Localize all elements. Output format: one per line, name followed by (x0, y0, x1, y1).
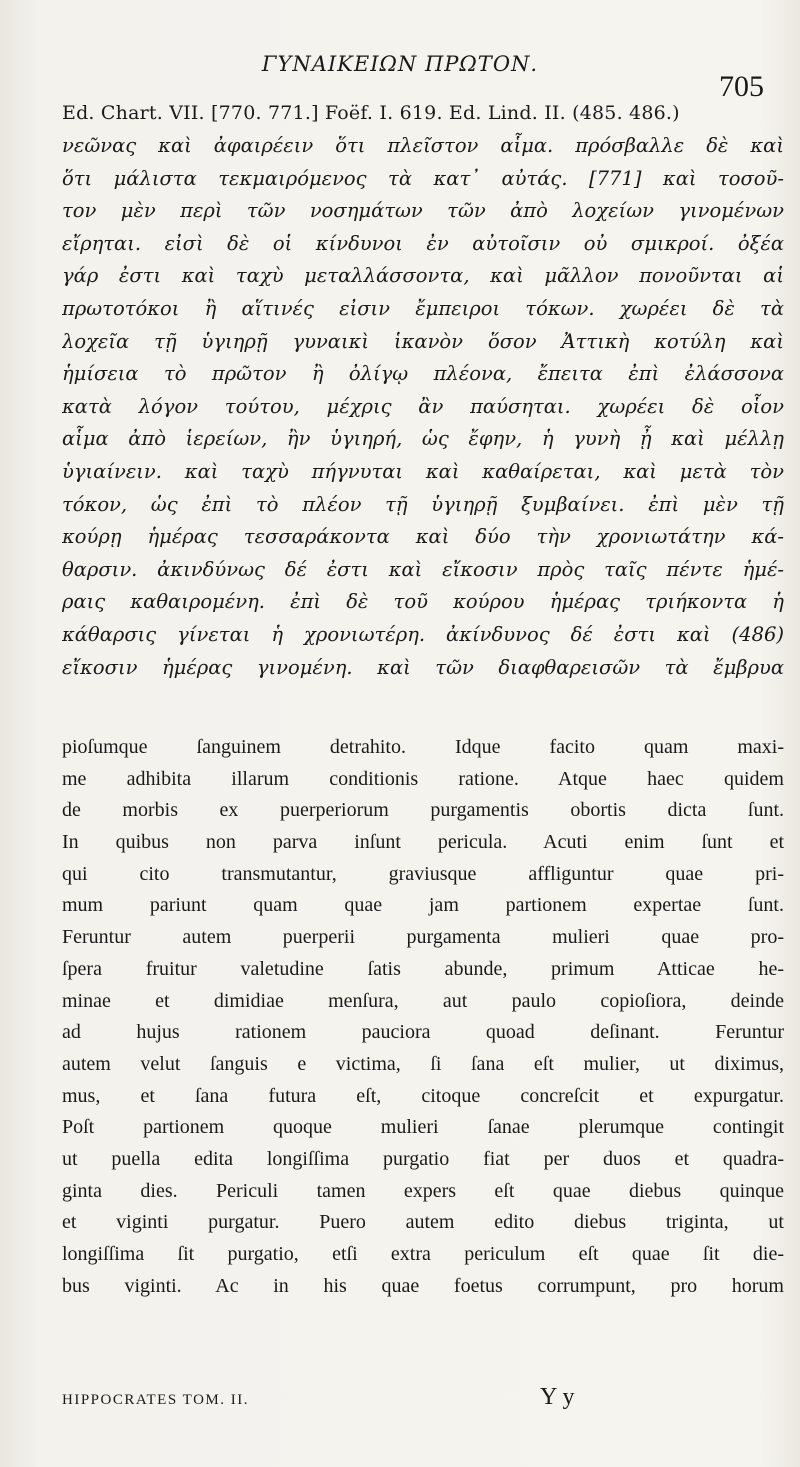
greek-text-line: κάθαρσις γίνεται ἡ χρονιωτέρη. ἀκίνδυνος δέ ἐστι καὶ (486) (62, 622, 784, 646)
greek-text-line: λοχεῖα τῇ ὑγιηρῇ γυναικὶ ἱκανὸν ὅσον Ἀττικὴ κοτύλη καὶ (62, 329, 784, 353)
footer-signature: HIPPOCRATES TOM. II. (62, 1392, 249, 1408)
footer-sheet-mark: Y y (540, 1384, 575, 1410)
latin-text-line: minae et dimidiae menſura, aut paulo copioſiora, deinde (62, 989, 784, 1012)
latin-text-line: autem velut ſanguis e victima, ſi ſana eſt mulier, ut diximus, (62, 1052, 784, 1075)
latin-text-line: Poſt partionem quoque mulieri ſanae plerumque contingit (62, 1116, 784, 1139)
greek-text-line: εἴρηται. εἰσὶ δὲ οἱ κίνδυνοι ἐν αὐτοῖσιν οὐ σμικροί. ὀξέα (62, 231, 784, 255)
greek-text-line: γάρ ἐστι καὶ ταχὺ μεταλλάσσοντα, καὶ μᾶλλον πονοῦνται αἱ (62, 264, 784, 288)
page-number: 705 (719, 70, 764, 103)
greek-text-block (62, 130, 784, 684)
edition-reference-line: Ed. Chart. VII. [770. 771.] Foëf. I. 619. Ed. Lind. II. (485. 486.) (62, 102, 680, 124)
greek-text-line: τόκον, ὡς ἐπὶ τὸ πλέον τῇ ὑγιηρῇ ξυμβαίνει. ἐπὶ μὲν τῇ (62, 492, 784, 516)
greek-text-line: ὅτι μάλιστα τεκμαιρόμενος τὰ κατ᾽ αὐτάς. [771] καὶ τοσοῦ- (62, 166, 784, 190)
greek-text-line: κατὰ λόγον τούτου, μέχρις ἂν παύσηται. χωρέει δὲ οἷον (62, 394, 784, 418)
greek-text-line: κούρῃ ἡμέρας τεσσαράκοντα καὶ δύο τὴν χρονιωτάτην κά- (62, 525, 784, 549)
latin-text-line: pioſumque ſanguinem detrahito. Idque facito quam maxi- (62, 736, 784, 758)
greek-text-line: θαρσιν. ἀκινδύνως δέ ἐστι καὶ εἴκοσιν πρὸς ταῖς πέντε ἡμέ- (62, 557, 784, 581)
greek-text-line: ἡμίσεια τὸ πρῶτον ἢ ὀλίγῳ πλέονα, ἔπειτα ἐπὶ ἐλάσσονα (62, 362, 784, 386)
running-head: ΓΥΝΑΙΚΕΙΩΝ ΠΡΩΤΟΝ. (261, 52, 539, 76)
latin-text-line: mum pariunt quam quae jam partionem expertae ſunt. (62, 894, 784, 917)
latin-text-line: ſpera fruitur valetudine ſatis abunde, primum Atticae he- (62, 957, 784, 980)
greek-text-line: ραις καθαιρομένη. ἐπὶ δὲ τοῦ κούρου ἡμέρας τριήκοντα ἡ (62, 590, 784, 614)
latin-text-block (62, 732, 784, 1302)
greek-text-line: νεῶνας καὶ ἀφαιρέειν ὅτι πλεῖστον αἷμα. πρόσβαλλε δὲ καὶ (62, 134, 784, 157)
latin-text-line: mus, et ſana futura eſt, citoque concreſcit et expurgatur. (62, 1084, 784, 1107)
latin-text-line: ut puella edita longiſſima purgatio fiat per duos et quadra- (62, 1147, 784, 1170)
greek-text-line: ὑγιαίνειν. καὶ ταχὺ πήγνυται καὶ καθαίρεται, καὶ μετὰ τὸν (62, 459, 784, 483)
latin-text-line: longiſſima ſit purgatio, etſi extra periculum eſt quae ſit die- (62, 1243, 784, 1265)
latin-text-line: ginta dies. Periculi tamen expers eſt quae diebus quinque (62, 1179, 784, 1202)
latin-text-line: qui cito transmutantur, graviusque affliguntur quae pri- (62, 862, 784, 885)
latin-text-line: bus viginti. Ac in his quae foetus corrumpunt, pro horum (62, 1274, 784, 1297)
latin-text-line: et viginti purgatur. Puero autem edito diebus triginta, ut (62, 1211, 784, 1234)
latin-text-line: ad hujus rationem pauciora quoad deſinant. Feruntur (62, 1021, 784, 1044)
latin-text-line: de morbis ex puerperiorum purgamentis obortis dicta ſunt. (62, 799, 784, 822)
greek-text-line: αἷμα ἀπὸ ἱερείων, ἢν ὑγιηρή, ὡς ἔφην, ἡ γυνὴ ᾖ καὶ μέλλῃ (62, 427, 784, 451)
latin-text-line: Feruntur autem puerperii purgamenta mulieri quae pro- (62, 926, 784, 949)
greek-text-line: πρωτοτόκοι ἢ αἵτινές εἰσιν ἔμπειροι τόκων. χωρέει δὲ τὰ (62, 296, 784, 320)
latin-text-line: me adhibita illarum conditionis ratione. Atque haec quidem (62, 767, 784, 790)
latin-text-line: In quibus non parva inſunt pericula. Acuti enim ſunt et (62, 831, 784, 854)
greek-text-line: εἴκοσιν ἡμέρας γινομένη. καὶ τῶν διαφθαρεισῶν τὰ ἔμβρυα (62, 655, 784, 679)
greek-text-line: τον μὲν περὶ τῶν νοσημάτων τῶν ἀπὸ λοχείων γινομένων (62, 199, 784, 223)
